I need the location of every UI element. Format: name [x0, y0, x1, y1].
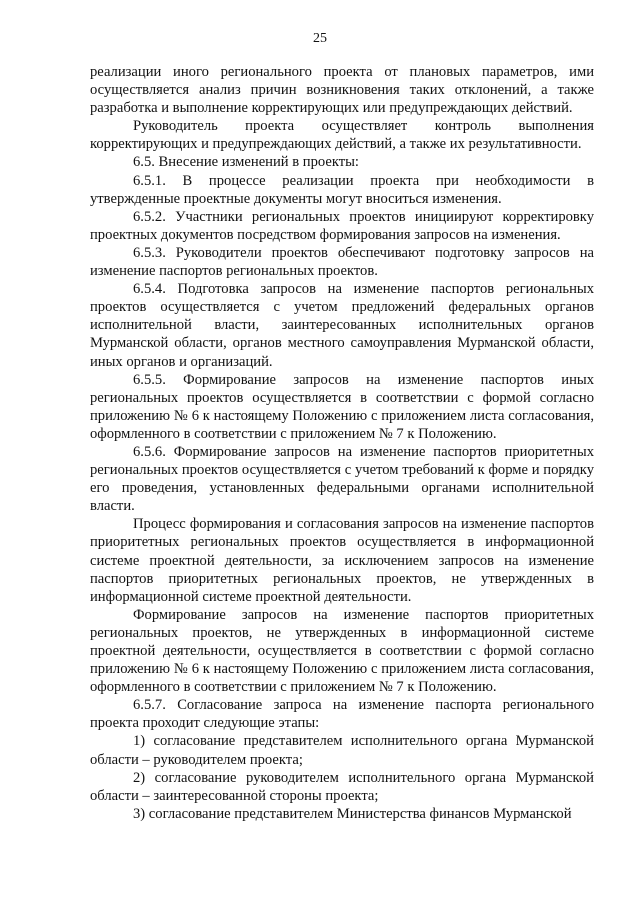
section-heading-6-5: 6.5. Внесение изменений в проекты:	[133, 154, 359, 171]
clause-6-5-2: 6.5.2. Участники региональных проектов инициируют корректировку проектных документов посредством формирования запросов на изменения.	[90, 208, 594, 243]
paragraph-2: Руководитель проекта осуществляет контроль выполнения корректирующих и предупреждающих действий, а также их результативности.	[90, 118, 594, 153]
clause-6-5-7: 6.5.7. Согласование запроса на изменение паспорта регионального проекта проходит следующие этапы:	[90, 697, 594, 732]
clause-6-5-4: 6.5.4. Подготовка запросов на изменение паспортов региональных проектов осуществляется с учетом предложений федеральных органов исполнительной власти, заинтересованных исполнительных органов Мурманской области, органов местного самоуправления Мурманской области, иных органов и организаций.	[90, 281, 594, 370]
clause-6-5-3: 6.5.3. Руководители проектов обеспечивают подготовку запросов на изменение паспортов региональных проектов.	[90, 244, 594, 280]
list-item-3: 3) согласование представителем Министерства финансов Мурманской	[133, 805, 572, 822]
clause-6-5-5: 6.5.5. Формирование запросов на изменение паспортов иных региональных проектов осуществляется в соответствии с формой согласно приложению № 6 к настоящему Положению с приложением листа согласования, оформленного в соответствии с приложением № 7 к Положению.	[90, 371, 594, 442]
clause-6-5-6: 6.5.6. Формирование запросов на изменение паспортов приоритетных региональных проектов осуществляется с учетом требований к форме и порядку его проведения, установленных федеральными органами исполнительной власти.	[90, 443, 594, 515]
paragraph-formation: Формирование запросов на изменение паспортов приоритетных региональных проектов, не утвержденных в информационной системе проектной деятельности, осуществляется в соответствии с формой согласно приложению № 6 к настоящему Положению с приложением листа согласования, оформленного в соответствии с приложением № 7 к Положению.	[90, 606, 594, 696]
paragraph-process: Процесс формирования и согласования запросов на изменение паспортов приоритетных региональных проектов осуществляется в информационной системе проектной деятельности, за исключением запросов на изменение паспортов приоритетных региональных проектов, не утвержденных в информационной системе проектной деятельности.	[90, 516, 594, 605]
clause-6-5-1: 6.5.1. В процессе реализации проекта при необходимости в утвержденные проектные документы могут вноситься изменения.	[90, 172, 594, 207]
list-item-2: 2) согласование руководителем исполнительного органа Мурманской области – заинтересованной стороны проекта;	[90, 769, 594, 804]
paragraph-1: реализации иного регионального проекта от плановых параметров, ими осуществляется анализ причин возникновения таких отклонений, а также разработка и выполнение корректирующих или предупреждающих действий.	[90, 64, 594, 117]
page-number: 25	[313, 31, 327, 46]
document-body	[90, 63, 594, 823]
list-item-1: 1) согласование представителем исполнительного органа Мурманской области – руководителем проекта;	[90, 733, 594, 768]
